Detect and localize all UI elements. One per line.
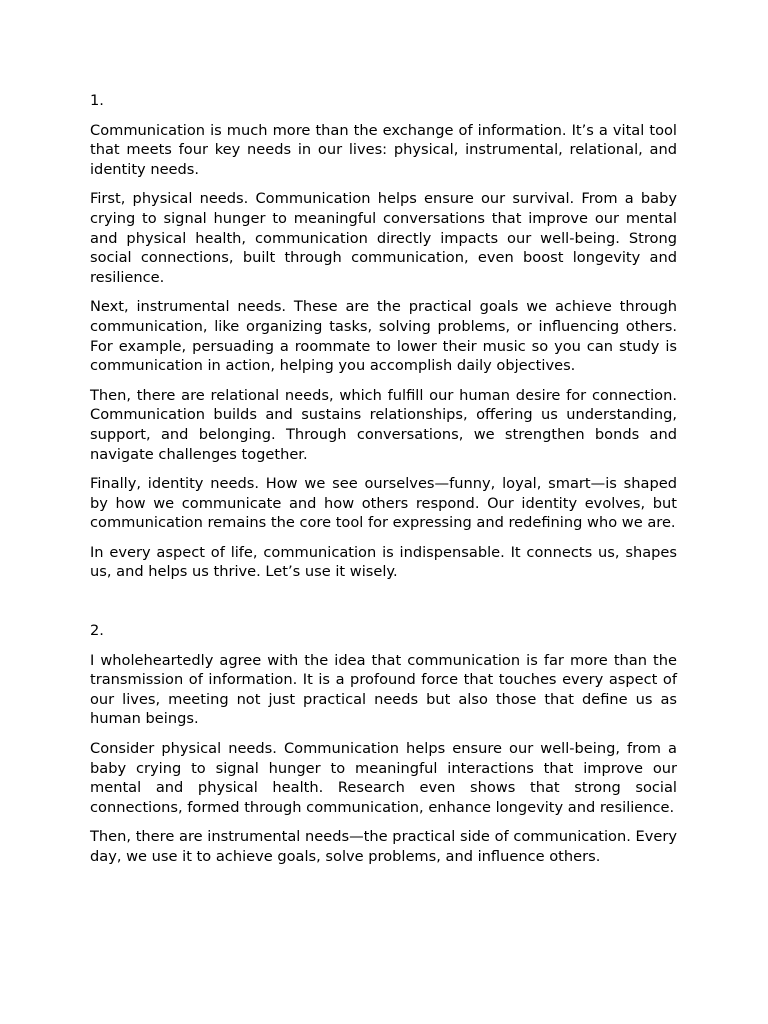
- paragraph: Next, instrumental needs. These are the practical goals we achieve through communication, like organizing tasks, solving problems, or influencing others. For example, persuading a roommate to lower their music so you can study is communication in action, helping you accomplish daily objectives.: [90, 298, 677, 375]
- section-number: 2.: [90, 622, 104, 640]
- paragraph: First, physical needs. Communication helps ensure our survival. From a baby crying to signal hunger to meaningful conversations that improve our mental and physical health, communication directly impacts our well-being. Strong social connections, built through communication, even boost longevity and resilience.: [90, 190, 677, 286]
- paragraph: Then, there are relational needs, which fulfill our human desire for connection. Communication builds and sustains relationships, offering us understanding, support, and belonging. Through conversations, we strengthen bonds and navigate challenges together.: [90, 386, 677, 463]
- paragraph: Consider physical needs. Communication helps ensure our well-being, from a baby crying to signal hunger to meaningful interactions that improve our mental and physical health. Research even shows that strong social connections, formed through communication, enhance longevity and resilience.: [90, 740, 677, 816]
- paragraph: Then, there are instrumental needs—the practical side of communication. Every day, we use it to achieve goals, solve problems, and influence others.: [90, 828, 677, 865]
- section-number: 1.: [90, 92, 104, 109]
- document-page: [90, 91, 677, 877]
- paragraph: In every aspect of life, communication is indispensable. It connects us, shapes us, and helps us thrive. Let’s use it wisely.: [90, 543, 677, 581]
- paragraph: Finally, identity needs. How we see ourselves—funny, loyal, smart—is shaped by how we communicate and how others respond. Our identity evolves, but communication remains the core tool for expressing and redefining who we are.: [90, 475, 677, 532]
- section-spacer: [90, 592, 677, 621]
- paragraph: Communication is much more than the exchange of information. It’s a vital tool that meets four key needs in our lives: physical, instrumental, relational, and identity needs.: [90, 121, 677, 178]
- paragraph: I wholeheartedly agree with the idea that communication is far more than the transmission of information. It is a profound force that touches every aspect of our lives, meeting not just practical needs but also those that define us as human beings.: [90, 651, 677, 728]
